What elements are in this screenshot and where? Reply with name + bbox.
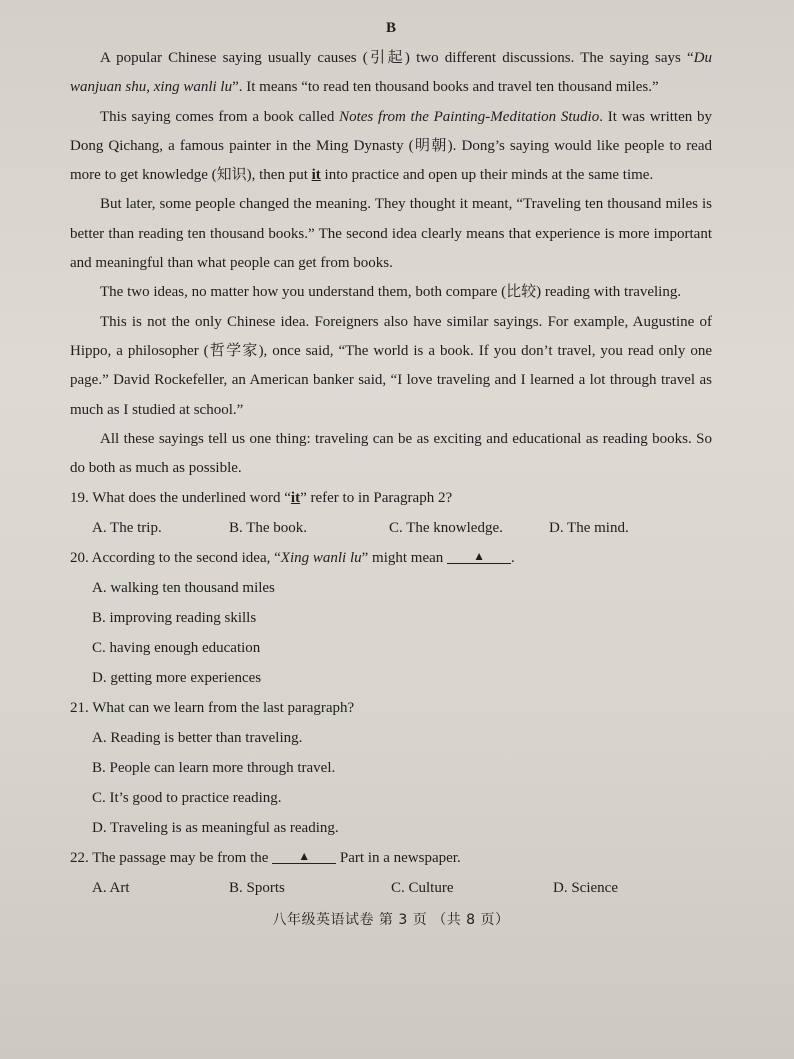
question-20-stem: 20. According to the second idea, “Xing wanli lu” might mean ▲ . [70,549,515,567]
paragraph-text: into practice and open up their minds at the same time. [320,167,654,184]
option-21-b[interactable]: B. People can learn more through travel. [92,760,336,777]
option-22-d[interactable]: D. Science [553,880,618,897]
question-19-stem: 19. What does the underlined word “it” refer to in Paragraph 2? [70,490,453,507]
option-22-a[interactable]: A. Art [92,880,130,897]
option-20-b[interactable]: B. improving reading skills [92,610,257,627]
paragraph-text: Notes from the Painting-Meditation Studio [339,108,600,125]
option-21-a[interactable]: A. Reading is better than traveling. [92,730,303,747]
question-19 [70,483,712,543]
passage-paragraph [70,308,712,425]
paragraph-text: This saying comes from a book called [100,108,340,125]
option-19-a[interactable]: A. The trip. [92,520,162,537]
passage-paragraph [70,278,712,307]
passage-paragraph [70,44,712,103]
option-22-b[interactable]: B. Sports [229,880,285,897]
option-20-a[interactable]: A. walking ten thousand miles [92,580,275,597]
paragraph-text: A popular Chinese saying usually causes (引起) two different discussions. The saying says “ [100,50,694,66]
option-21-c[interactable]: C. It’s good to practice reading. [92,790,282,807]
answer-blank-20[interactable]: ▲ [447,549,511,564]
paragraph-text: This is not the only Chinese idea. Foreigners also have similar sayings. For example, Augustine of Hippo, a philosopher (哲学家), once said, “The world is a book. If you don’t travel, you read only one page.” David Rockefeller, an American banker said, “I love traveling and I learned a lot through travel as much as I studied at school.” [70,313,712,418]
passage-paragraph [70,425,712,484]
option-22-c[interactable]: C. Culture [391,880,454,897]
option-19-d[interactable]: D. The mind. [549,520,629,537]
option-20-d[interactable]: D. getting more experiences [92,670,262,687]
question-21-stem: 21. What can we learn from the last paragraph? [70,700,355,717]
question-22-options [70,873,712,903]
option-19-c[interactable]: C. The knowledge. [389,520,503,537]
question-19-options [70,513,712,543]
option-20-c[interactable]: C. having enough education [92,640,261,657]
page-footer: 八年级英语试卷 第 3 页 （共 8 页） [272,912,510,929]
question-22-stem: 22. The passage may be from the ▲ Part in a newspaper. [70,849,461,867]
reading-passage [70,44,712,483]
question-22 [70,843,712,903]
question-20 [70,543,712,693]
option-21-d[interactable]: D. Traveling is as meaningful as reading. [92,820,339,837]
paragraph-text: But later, some people changed the meaning. They thought it meant, “Traveling ten thousand miles is better than reading ten thousand books.” The second idea clearly means that experience is more important and meaningful than what people can get from books. [70,196,712,272]
option-19-b[interactable]: B. The book. [229,520,308,537]
section-heading: B [385,20,396,36]
paragraph-text: The two ideas, no matter how you understand them, both compare (比较) reading with traveling. [100,284,682,301]
paragraph-text: . It was written by Dong Qichang, a famous painter in the Ming Dynasty (明朝). Dong’s saying would like people to read more to get knowledge (知识), then put [70,108,712,184]
passage-paragraph [70,103,712,191]
answer-blank-22[interactable]: ▲ [272,849,336,864]
paragraph-text: All these sayings tell us one thing: traveling can be as exciting and educational as reading books. So do both as much as possible. [70,430,712,477]
paragraph-text: ”. It means “to read ten thousand books and travel ten thousand miles.” [232,79,659,96]
paragraph-text: Du wanjuan shu, xing wanli lu [70,50,712,96]
passage-paragraph [70,190,712,278]
underlined-word: it [311,167,321,184]
question-21 [70,693,712,843]
